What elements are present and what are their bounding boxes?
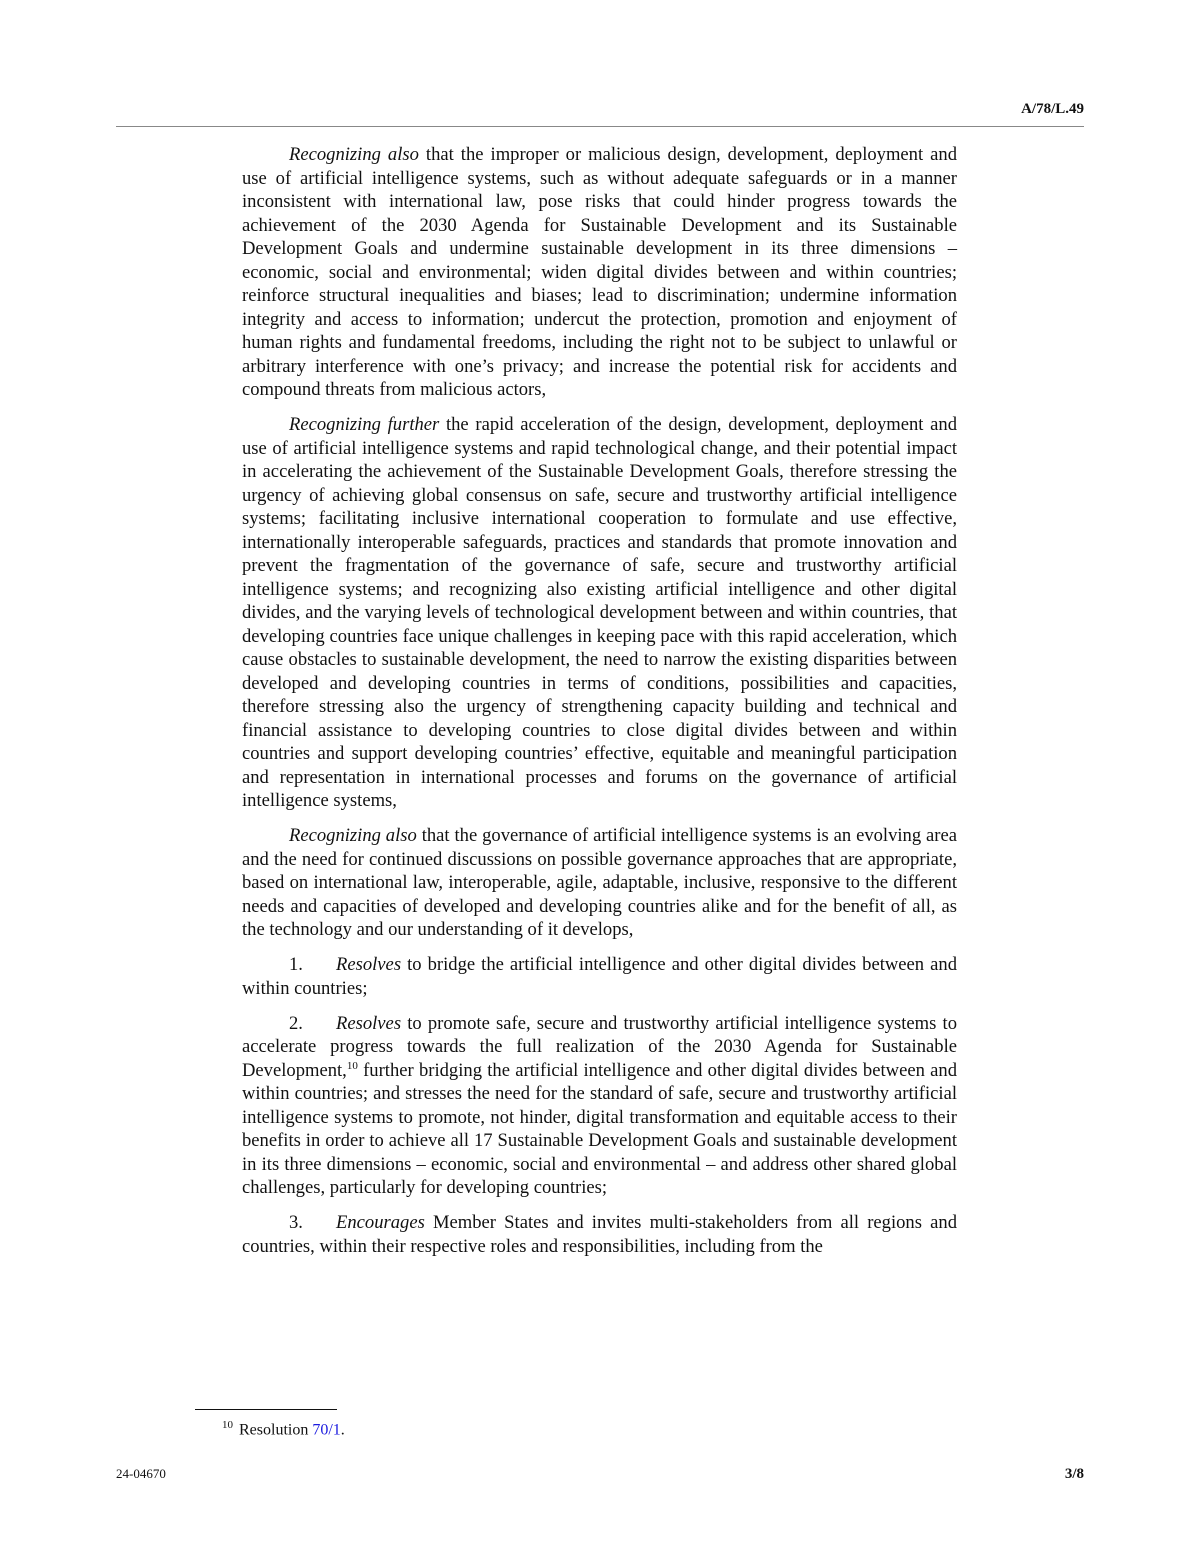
- paragraph-number: 3.: [289, 1212, 303, 1233]
- preambular-paragraph: [242, 824, 957, 942]
- document-symbol: A/78/L.49: [1021, 101, 1084, 117]
- operative-paragraph: [242, 1012, 957, 1200]
- paragraph-text: Member States and invites multi-stakeholders from all regions and countries, within their respective roles and responsibilities, including from the: [242, 1212, 957, 1257]
- footnote: [222, 1419, 345, 1439]
- resolution-link[interactable]: 70/1: [312, 1421, 341, 1439]
- paragraph-number: 2.: [289, 1012, 303, 1034]
- paragraph-lead: Resolves: [336, 1012, 402, 1034]
- preambular-paragraph: [242, 413, 957, 813]
- footnote-separator: [195, 1409, 337, 1410]
- paragraph-text: to promote safe, secure and trustworthy artificial intelligence systems to accelerate progress towards the full realization of the 2030 Agenda for Sustainable Development,: [242, 1012, 957, 1081]
- header-rule: [116, 126, 1084, 127]
- paragraph-number: 1.: [289, 954, 303, 975]
- footnote-end: .: [340, 1421, 345, 1439]
- paragraph-lead: Recognizing also: [289, 144, 419, 165]
- preambular-paragraph: [242, 143, 957, 402]
- page-number: 3/8: [1064, 1466, 1084, 1482]
- paragraph-lead: Encourages: [336, 1212, 425, 1233]
- footnote-mark: 10: [222, 1419, 233, 1431]
- paragraph-lead: Recognizing further: [289, 414, 440, 435]
- footnote-text: Resolution: [239, 1421, 313, 1439]
- paragraph-text: the rapid acceleration of the design, development, deployment and use of artificial intelligence systems and rapid technological change, and their potential impact in accelerating the achievement of the Sustainable Development Goals, therefore stressing the urgency of achieving global consensus on safe, secure and trustworthy artificial intelligence systems; facilitating inclusive international cooperation to formulate and use effective, internationally interoperable safeguards, practices and standards that promote innovation and prevent the fragmentation of the governance of safe, secure and trustworthy artificial intelligence systems; and recognizing also existing artificial intelligence and other digital divides, and the varying levels of technological development between and within countries, that developing countries face unique challenges in keeping pace with this rapid acceleration, which cause obstacles to sustainable development, the need to narrow the existing disparities between developed and developing countries in terms of conditions, possibilities and capacities, therefore stressing also the urgency of strengthening capacity building and technical and financial assistance to developing countries to close digital divides between and within countries and support developing countries’ effective, equitable and meaningful participation and representation in international processes and forums on the governance of artificial intelligence systems,: [242, 414, 957, 811]
- paragraph-text: further bridging the artificial intelligence and other digital divides between and within countries; and stresses the need for the standard of safe, secure and trustworthy artificial intelligence systems to promote, not hinder, digital transformation and equitable access to their benefits in order to achieve all 17 Sustainable Development Goals and sustainable development in its three dimensions – economic, social and environmental – and address other shared global challenges, particularly for developing countries;: [242, 1059, 957, 1198]
- footnote-reference[interactable]: 10: [346, 1059, 358, 1072]
- document-body: [242, 143, 957, 1270]
- paragraph-text: to bridge the artificial intelligence and other digital divides between and within countries;: [242, 954, 957, 999]
- operative-paragraph: [242, 1211, 957, 1258]
- paragraph-text: that the governance of artificial intelligence systems is an evolving area and the need for continued discussions on possible governance approaches that are appropriate, based on international law, interoperable, agile, adaptable, inclusive, responsive to the different needs and capacities of developed and developing countries alike and for the benefit of all, as the technology and our understanding of it develops,: [242, 825, 958, 940]
- paragraph-lead: Resolves: [336, 954, 402, 975]
- paragraph-text: that the improper or malicious design, development, deployment and use of artificial intelligence systems, such as without adequate safeguards or in a manner inconsistent with international law, pose risks that could hinder progress towards the achievement of the 2030 Agenda for Sustainable Development and its Sustainable Development Goals and undermine sustainable development in its three dimensions – economic, social and environmental; widen digital divides between and within countries; reinforce structural inequalities and biases; lead to discrimination; undermine information integrity and access to information; undercut the protection, promotion and enjoyment of human rights and fundamental freedoms, including the right not to be subject to unlawful or arbitrary interference with one’s privacy; and increase the potential risk for accidents and compound threats from malicious actors,: [242, 144, 957, 400]
- paragraph-lead: Recognizing also: [289, 825, 417, 846]
- job-number: 24-04670: [116, 1466, 166, 1481]
- operative-paragraph: [242, 953, 957, 1000]
